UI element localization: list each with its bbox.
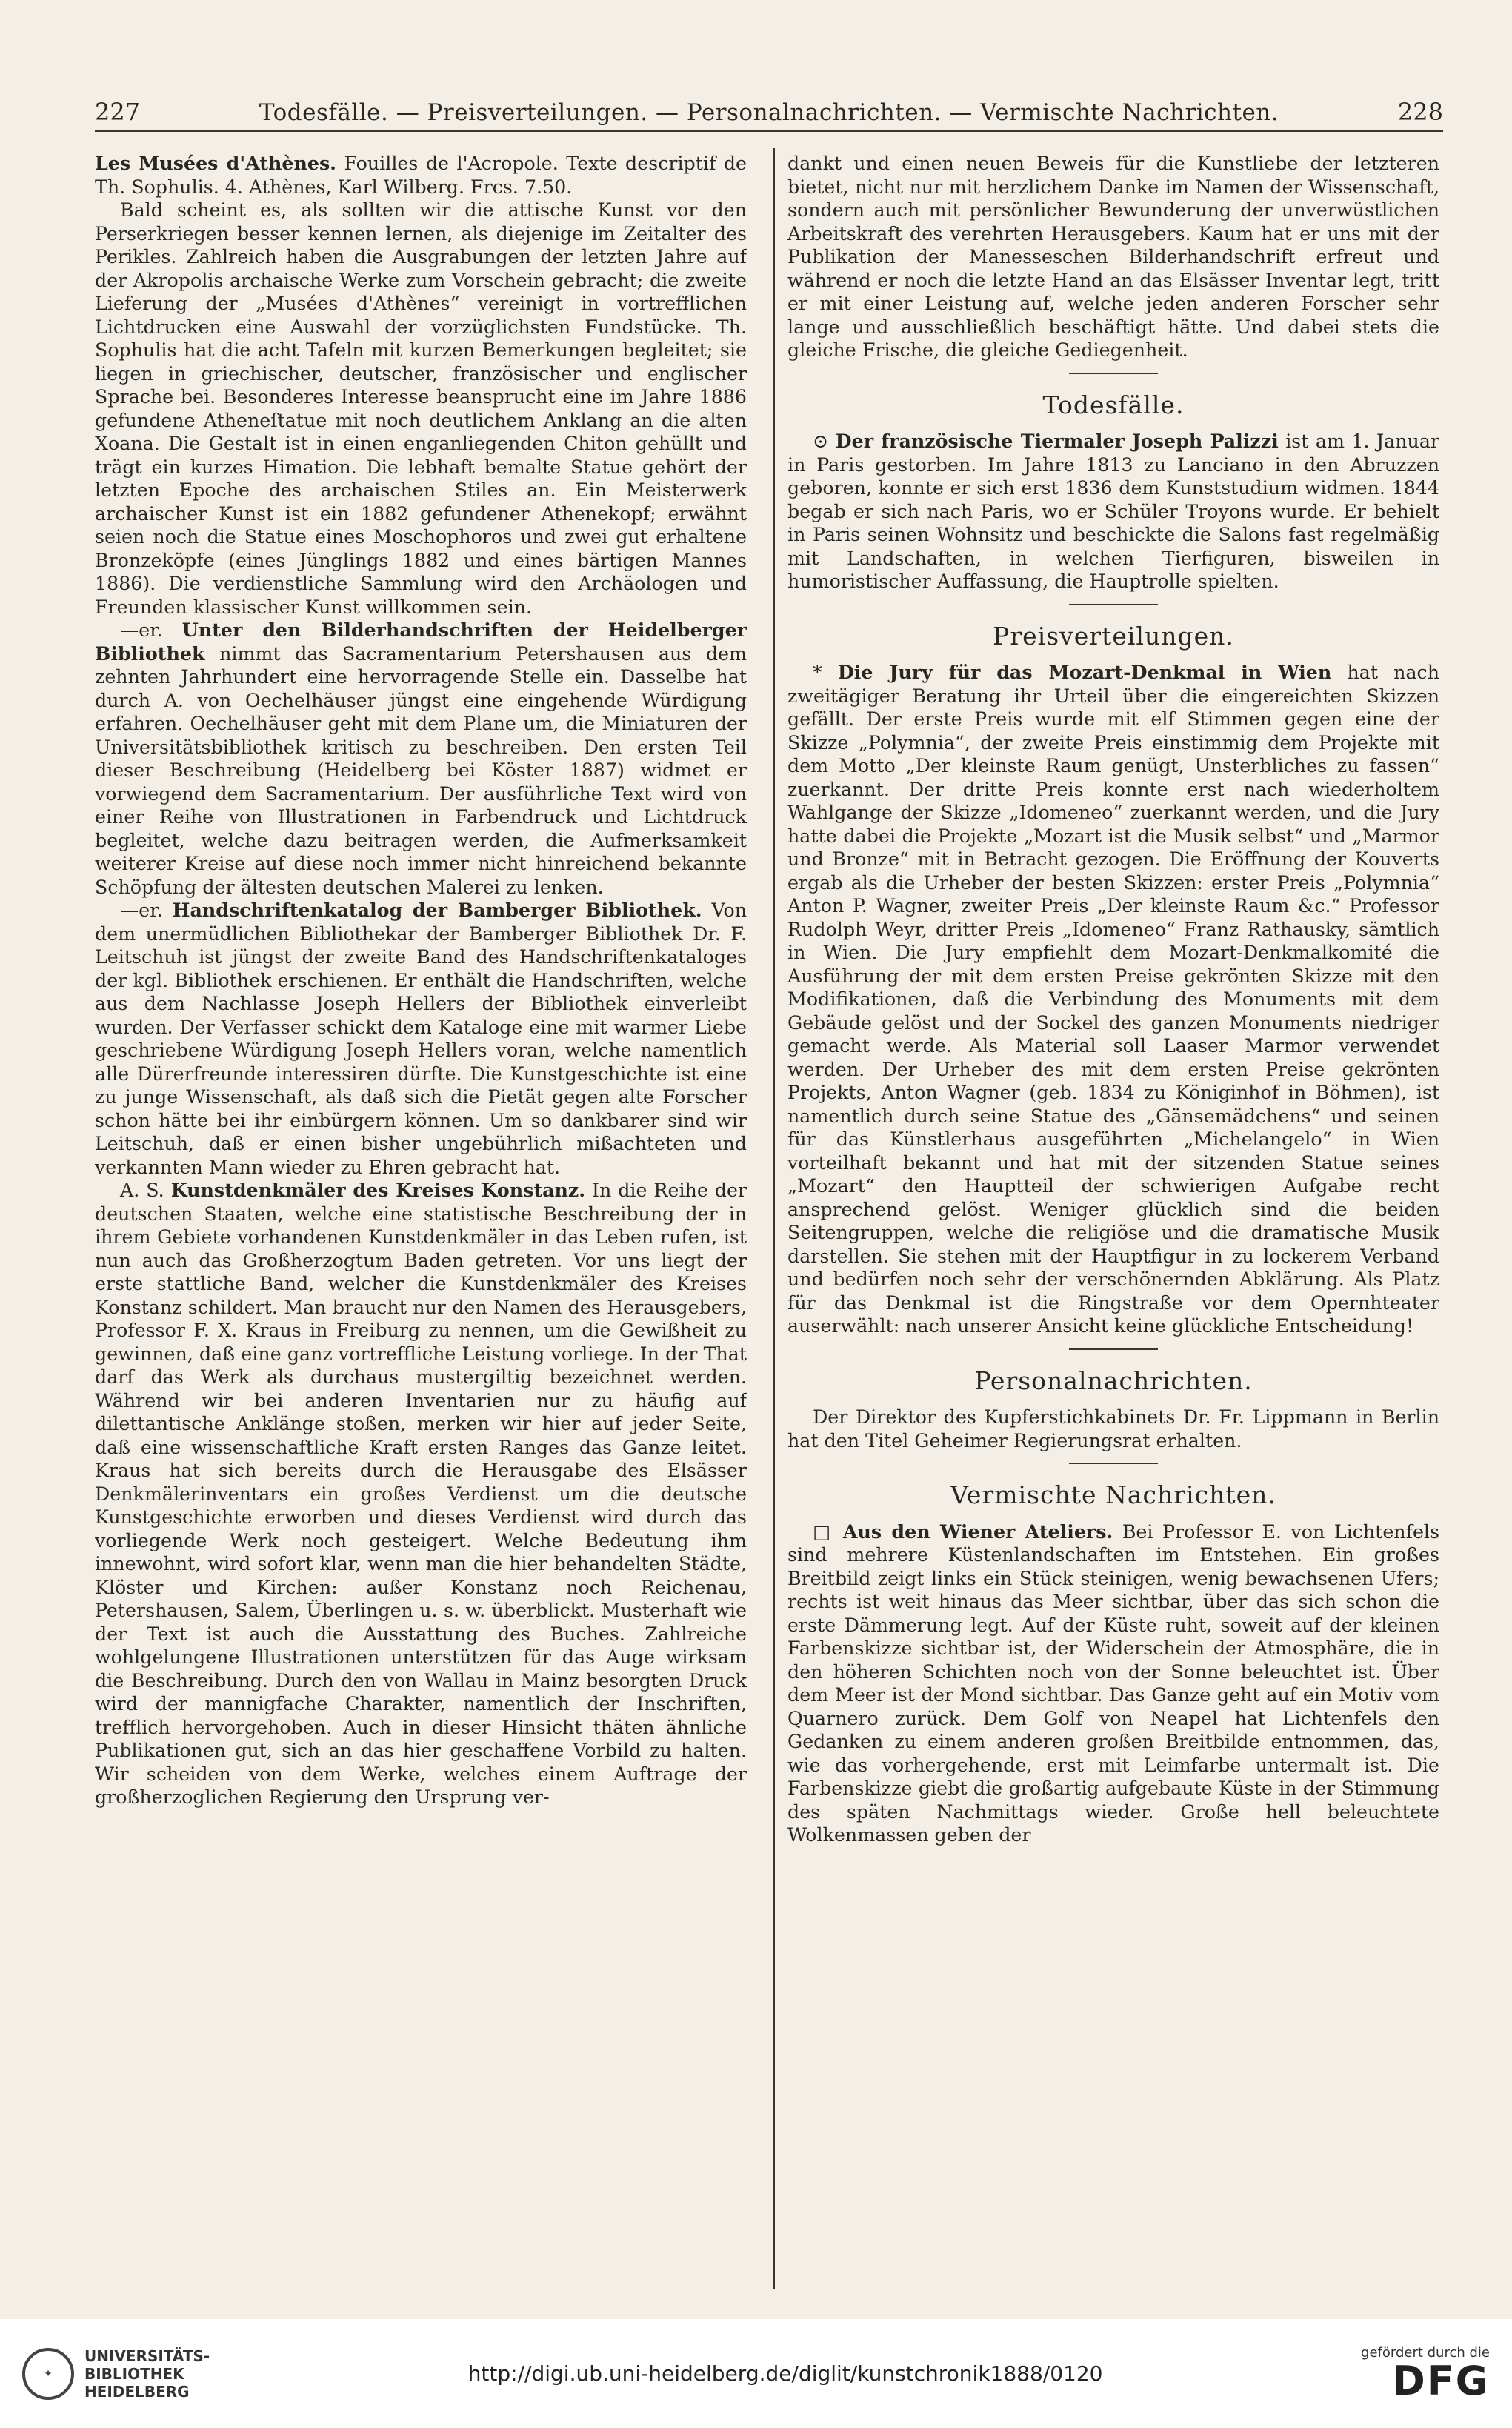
obituary-body: ist am 1. Januar in Paris gestorben. Im Jahre 1813 zu Lanciano in den Abruzzen geboren, konnte er sich erst 1836 dem Kunststudium widmen. 1844 begab er sich nach Paris, wo er Schüler Troyons wurde. Er behielt in Paris seinen Wohnsitz und beschickte die Salons fast regelmäßig mit Landschaften, in welchen Tierfiguren, bisweilen in humoristischer Auffassung, die Hauptrolle spielten. <box>787 430 1439 592</box>
sponsor <box>1361 2345 1490 2402</box>
dfg-logo: DFG <box>1391 2358 1490 2404</box>
review-heidelberg <box>95 619 747 899</box>
obituary-palizzi <box>787 430 1439 593</box>
running-head <box>95 95 1443 132</box>
review-athens <box>95 152 747 199</box>
sponsor-text: gefördert durch die <box>1361 2345 1490 2361</box>
misc-body: Bei Professor E. von Lichtenfels sind mehrere Küstenlandschaften im Entstehen. Ein großes Breitbild zeigt links ein Stück steinigen, wenig bewachsenen Ufers; rechts ist weit hinaus das Meer sichtbar, über das sich schon die erste Dämmerung legt. Auf der Küste ruht, soweit auf der kleinen Farbenskizze sichtbar ist, der Widerschein der Atmosphäre, die in den höheren Schichten noch von der Sonne beleuchtet ist. Über dem Meer ist der Mond sichtbar. Das Ganze geht auf ein Motiv vom Quarnero zurück. Dem Golf von Neapel hat Lichtenfels den Gedanken zu einem anderen großen Breitbilde entnommen, das, wie das vorhergehende, erst mit Leimfarbe untermalt ist. Die Farbenskizze giebt die großartig aufgebaute Küste in der Stimmung des späten Nachmittags wieder. Große hell beleuchtete Wolkenmassen geben der <box>787 1520 1439 1846</box>
review-bamberg <box>95 899 747 1179</box>
obituary-marker: ⊙ <box>813 430 829 452</box>
section-rule <box>1069 373 1158 374</box>
review-athens-title: Les Musées d'Athènes. <box>95 152 336 174</box>
review-konstanz-title: Kunstdenkmäler des Kreises Konstanz. <box>170 1179 586 1201</box>
review-bamberg-title: Handschriftenkatalog der Bamberger Bibliothek. <box>172 899 702 921</box>
institution-line-1: UNIVERSITÄTS- <box>84 2346 210 2365</box>
section-title-personalnachrichten: Personalnachrichten. <box>974 1366 1253 1395</box>
review-konstanz-signature: A. S. <box>120 1180 164 1201</box>
review-bamberg-body: Von dem unermüdlichen Bibliothekar der Bamberger Bibliothek Dr. F. Leitschuh ist jüngst der zweite Band des Handschriftenkataloges der kgl. Bibliothek erschienen. Er enthält die Handschriften, welche aus dem Nachlasse Joseph Hellers der Bibliothek einverleibt wurden. Der Verfasser schickt dem Kataloge eine mit warmer Liebe geschriebene Würdigung Joseph Hellers voran, welche namentlich alle Dürerfreunde interessiren dürfte. Die Kunstgeschichte ist eine zu junge Wissenschaft, als daß sich die Pietät gegen alte Forscher schon hätte bei ihr einbürgern können. Um so dankbarer sind wir Leitschuh, daß er einen bisher ungebührlich mißachteten und verkannten Mann wieder zu Ehren gebracht hat. <box>95 899 747 1178</box>
right-column <box>787 152 1439 2289</box>
obituary-title: Der französische Tiermaler Joseph Palizzi <box>835 430 1279 452</box>
source-url[interactable]: http://digi.ub.uni-heidelberg.de/diglit/kunstchronik1888/0120 <box>467 2361 1103 2386</box>
review-bamberg-signature: —er. <box>120 899 163 921</box>
column-divider <box>773 148 775 2289</box>
review-heidelberg-title: Unter den Bilderhandschriften der Heidelberger Bibliothek <box>95 619 747 665</box>
review-konstanz <box>95 1179 747 1809</box>
prize-body: hat nach zweitägiger Beratung ihr Urteil über die eingereichten Skizzen gefällt. Der erste Preis wurde mit elf Stimmen gegen eine der Skizze „Polymnia“, der zweite Preis einstimmig dem Projekte mit dem Motto „Der kleinste Raum genügt, Unsterbliches zu fassen“ zuerkannt. Der dritte Preis konnte erst nach wiederholtem Wahlgange der Skizze „Idomeneo“ zuerkannt werden, und die Jury hatte dabei die Projekte „Mozart ist die Musik selbst“ und „Marmor und Bronze“ mit in Betracht gezogen. Die Eröffnung der Kouverts ergab als die Urheber der besten Skizzen: erster Preis „Polymnia“ Anton P. Wagner, zweiter Preis „Der kleinste Raum &c.“ Professor Rudolph Weyr, dritter Preis „Idomeneo“ Franz Rathausky, sämtlich in Wien. Die Jury empfiehlt dem Mozart-Denkmalkomité die Ausführung der mit dem ersten Preise gekrönten Skizze mit den Modifikationen, daß die Verbindung des Monuments mit dem Gebäude gelöst und der Sockel des ganzen Monuments niedriger gemacht werde. Als Material soll Laaser Marmor verwendet werden. Der Urheber des mit dem ersten Preise gekrönten Projekts, Anton Wagner (geb. 1834 zu Königinhof in Böhmen), ist namentlich durch seine Statue des „Gänsemädchens“ und seinen für das Künstlerhaus ausgeführten „Michelangelo“ in Wien vorteilhaft bekannt und hat mit der sitzenden Statue seines „Mozart“ den Hauptteil der schwierigen Aufgabe recht ansprechend gelöst. Weniger glücklich sind die beiden Seitengruppen, welche die religiöse und die dramatische Musik darstellen. Sie stehen mit der Hauptfigur in zu lockerem Verband und bedürfen noch sehr der verschönernden Abklärung. Als Platz für das Denkmal ist die Ringstraße vor dem Opernhteater auserwählt: nach unserer Ansicht keine glückliche Entscheidung! <box>787 662 1439 1337</box>
review-konstanz-body: In die Reihe der deutschen Staaten, welche eine statistische Beschreibung der in ihrem Gebiete vorhandenen Kunstdenkmäler in das Leben rufen, ist nun auch das Großherzogtum Baden getreten. Vor uns liegt der erste stattliche Band, welcher die Kunstdenkmäler des Kreises Konstanz schildert. Man braucht nur den Namen des Herausgebers, Professor F. X. Kraus in Freiburg zu nennen, um die Gewißheit zu gewinnen, daß eine ganz vortreffliche Leistung vorliege. In der That darf das Werk als durchaus mustergiltig bezeichnet werden. Während wir bei anderen Inventarien nur zu häufig auf dilettantische Anklänge stoßen, merken wir hier auf jeder Seite, daß eine wissenschaftliche Kraft ersten Ranges das Ganze leitet. Kraus hat sich bereits durch die Herausgabe des Elsässer Denkmälerinventars ein großes Verdienst um die deutsche Kunstgeschichte erworben und dieses Verdienst wird durch das vorliegende Werk noch gesteigert. Welche Bedeutung ihm innewohnt, wird sofort klar, wenn man die hier behandelten Städte, Klöster und Kirchen: außer Konstanz noch Reichenau, Petershausen, Salem, Überlingen u. s. w. überblickt. Musterhaft wie der Text ist auch die Ausstattung des Buches. Zahlreiche wohlgelungene Illustrationen unterstützen für das Auge wirksam die Beschreibung. Durch den von Wallau in Mainz besorgten Druck wird der mannigfache Charakter, namentlich der Inschriften, trefflich hervorgehoben. Auch in dieser Hinsicht thäten ähnliche Publikationen gut, sich an das hier geschaffene Vorbild zu halten. Wir scheiden von dem Werke, welches einem Auftrage der großherzoglichen Regierung den Ursprung ver- <box>95 1180 747 1808</box>
digitization-footer <box>0 2319 1512 2428</box>
left-column <box>95 152 747 2289</box>
misc-title: Aus den Wiener Ateliers. <box>842 1520 1113 1543</box>
institution-line-3: HEIDELBERG <box>84 2382 190 2401</box>
personal-lippmann: Der Direktor des Kupferstichkabinets Dr. Fr. Lippmann in Berlin hat den Titel Geheimer Regierungsrat erhalten. <box>787 1406 1439 1451</box>
prize-title: Die Jury für das Mozart-Denkmal in Wien <box>837 661 1332 683</box>
section-title-todesfaelle: Todesfälle. <box>1042 390 1185 419</box>
review-athens-body: Bald scheint es, als sollten wir die attische Kunst vor den Perserkriegen besser kennen lernen, als diejenige im Zeitalter des Perikles. Zahlreich haben die Ausgrabungen der letzten Jahre auf der Akropolis archaische Werke zum Vorschein gebracht; die zweite Lieferung der „Musées d'Athènes“ vereinigt in vortrefflichen Lichtdrucken eine Auswahl der vorzüglichsten Fundstücke. Th. Sophulis hat die acht Tafeln mit kurzen Bemerkungen begleitet; sie liegen in griechischer, deutscher, französischer und englischer Sprache bei. Besonderes Interesse beansprucht eine im Jahre 1886 gefundene Atheneſtatue mit noch deutlichem Anklang an die alten Xoana. Die Gestalt ist in einen enganliegenden Chiton gehüllt und trägt ein kurzes Himation. Die lebhaft bemalte Statue gehört der letzten Epoche des archaischen Stiles an. Ein Meisterwerk archaischer Kunst ist ein 1882 gefundener Athenekopf; erwähnt seien noch die Statue eines Moschophoros und zwei gut erhaltene Bronzeköpfe (eines Jünglings 1882 und eines bärtigen Mannes 1886). Die verdienstliche Sammlung wird den Archäologen und Freunden klassischer Kunst willkommen sein. <box>95 199 747 618</box>
institution-line-2: BIBLIOTHEK <box>84 2364 184 2383</box>
institution-logo <box>22 2347 210 2401</box>
review-athens-citation: Fouilles de l'Acropole. Texte descriptif de Th. Sophulis. 4. Athènes, Karl Wilberg. Frcs. 7.50. <box>95 153 747 198</box>
section-title-preisverteilungen: Preisverteilungen. <box>993 621 1234 651</box>
review-konstanz-continued: dankt und einen neuen Beweis für die Kunstliebe der letzteren bietet, nicht nur mit herzlichem Danke im Namen der Wissenschaft, sondern auch mit persönlicher Bewunderung der unverwüstlichen Arbeitskraft des verehrten Herausgebers. Kaum hat er uns mit der Publikation der Manesseschen Bilderhandschrift erfreut und während er noch die letzte Hand an das Elsässer Inventar legt, tritt er mit einer Leistung auf, welche jeden anderen Forscher sehr lange und ausschließlich beschäftigt hätte. Und dabei stets die gleiche Frische, die gleiche Gediegenheit. <box>787 153 1439 361</box>
section-rule <box>1069 1348 1158 1350</box>
page-number-right: 228 <box>1397 98 1443 126</box>
prize-marker: * <box>813 662 822 683</box>
running-title: Todesfälle. — Preisverteilungen. — Personalnachrichten. — Vermischte Nachrichten. <box>259 99 1279 126</box>
misc-wiener-ateliers <box>787 1520 1439 1847</box>
prize-mozart <box>787 661 1439 1338</box>
review-heidelberg-signature: —er. <box>120 619 163 641</box>
review-heidelberg-body: nimmt das Sacramentarium Petershausen aus dem zehnten Jahrhundert eine hervorragende Stelle ein. Dasselbe hat durch A. von Oechelhäuser jüngst eine eingehende Würdigung erfahren. Oechelhäuser geht mit dem Plane um, die Miniaturen der Universitätsbibliothek kritisch zu beschreiben. Den ersten Teil dieser Beschreibung (Heidelberg bei Köster 1887) widmet er vorwiegend dem Sacramentarium. Der ausführliche Text wird von einer Reihe von Illustrationen in Farbendruck und Lichtdruck begleitet, welche dazu beitragen werden, die Aufmerksamkeit weiterer Kreise auf diese noch immer nicht hinreichend bekannte Schöpfung der ältesten deutschen Malerei zu lenken. <box>95 642 747 898</box>
page-number-left: 227 <box>95 98 141 126</box>
section-rule <box>1069 1463 1158 1464</box>
section-rule <box>1069 604 1158 605</box>
university-seal-icon: ✦ <box>22 2348 74 2400</box>
section-title-vermischte: Vermischte Nachrichten. <box>950 1480 1276 1509</box>
misc-marker: □ <box>813 1520 834 1543</box>
